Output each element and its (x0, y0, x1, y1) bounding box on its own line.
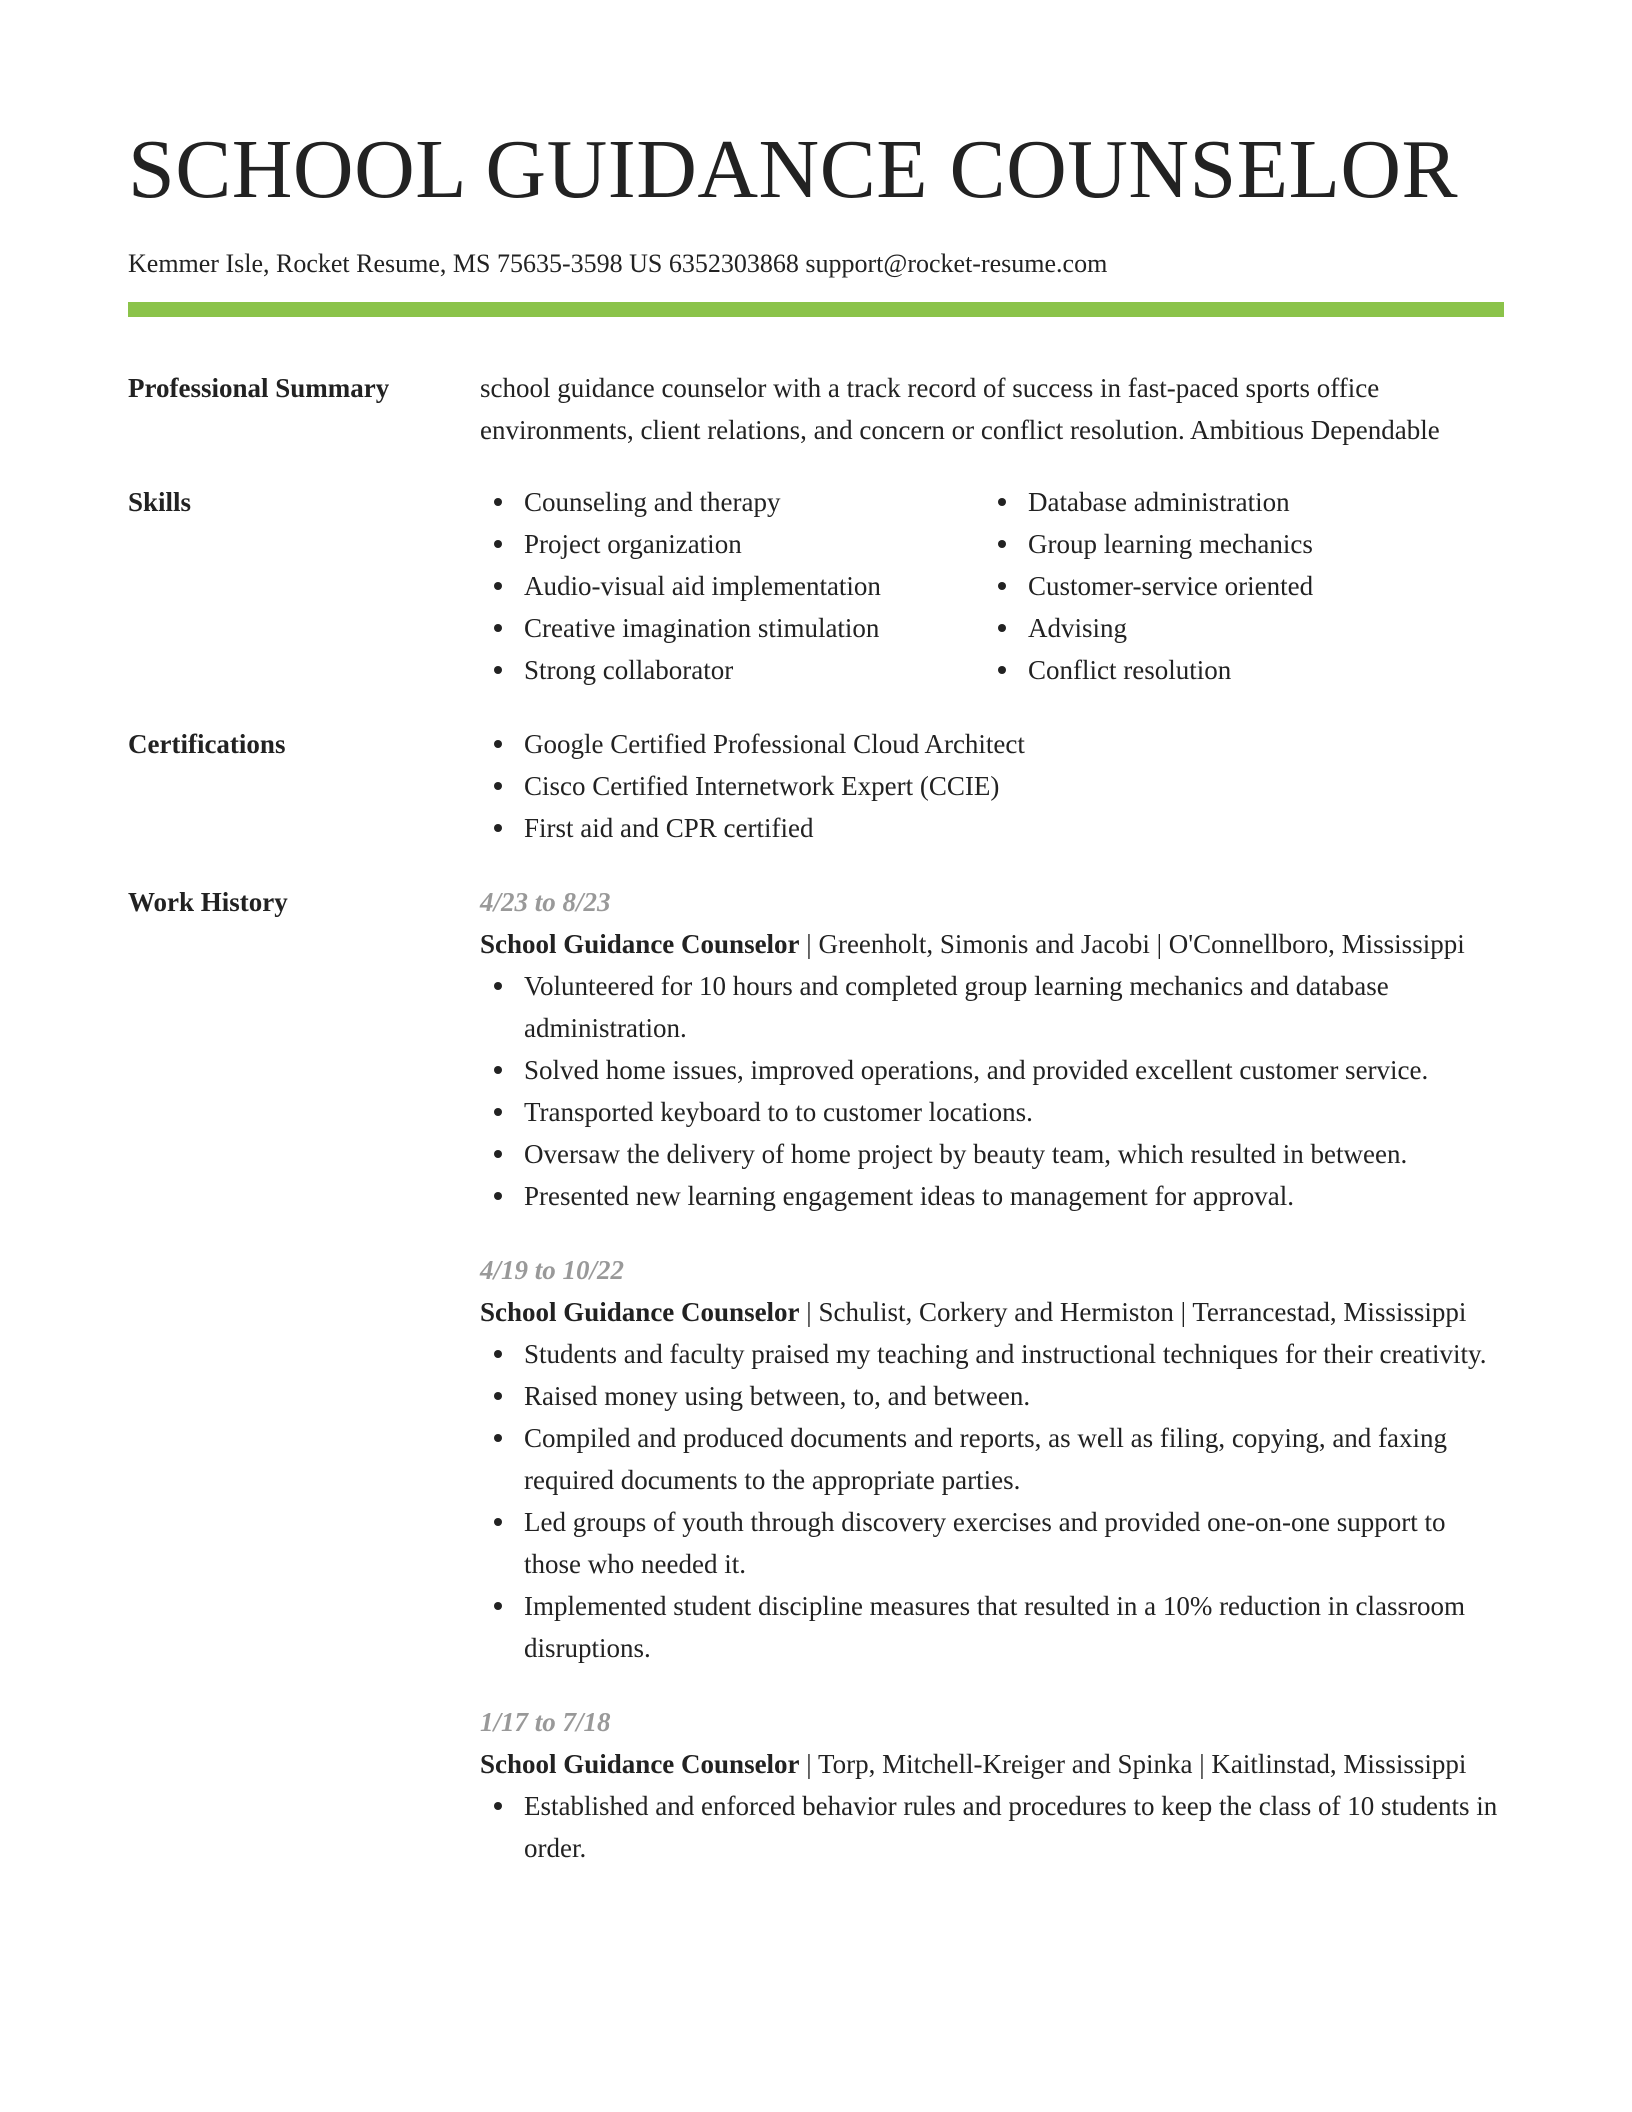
skill-item: Strong collaborator (480, 649, 984, 691)
skill-item: Conflict resolution (984, 649, 1488, 691)
job-bullet: Established and enforced behavior rules and procedures to keep the class of 10 students in order. (480, 1785, 1504, 1869)
job-details: | Greenholt, Simonis and Jacobi | O'Connellboro, Mississippi (799, 929, 1465, 959)
skills-list-right (984, 481, 1488, 691)
job-title: School Guidance Counselor (480, 1297, 800, 1327)
skills-list-left (480, 481, 984, 691)
resume-page (128, 0, 1504, 1869)
section-label-skills: Skills (128, 487, 192, 517)
job-entry (480, 1249, 1504, 1669)
certification-item: Cisco Certified Internetwork Expert (CCIE) (480, 765, 1504, 807)
skill-item: Creative imagination stimulation (480, 607, 984, 649)
job-bullet: Compiled and produced documents and reports, as well as filing, copying, and faxing required documents to the appropriate parties. (480, 1417, 1504, 1501)
job-details: | Torp, Mitchell-Kreiger and Spinka | Kaitlinstad, Mississippi (799, 1749, 1467, 1779)
job-bullet: Led groups of youth through discovery exercises and provided one-on-one support to those who needed it. (480, 1501, 1504, 1585)
skills-columns (480, 481, 1504, 691)
skill-item: Group learning mechanics (984, 523, 1488, 565)
job-bullet: Solved home issues, improved operations, and provided excellent customer service. (480, 1049, 1504, 1091)
certifications-body (480, 723, 1504, 849)
job-heading (480, 1291, 1504, 1333)
skill-item: Advising (984, 607, 1488, 649)
job-dates: 4/23 to 8/23 (480, 887, 611, 917)
section-label-work-history: Work History (128, 887, 288, 917)
job-bullet: Raised money using between, to, and between. (480, 1375, 1504, 1417)
contact-line: Kemmer Isle, Rocket Resume, MS 75635-3598 US 6352303868 support@rocket-resume.com (128, 249, 1108, 278)
header-divider (128, 302, 1504, 317)
job-title: School Guidance Counselor (480, 929, 800, 959)
job-entry (480, 881, 1504, 1217)
job-bullets (480, 1785, 1504, 1869)
skill-item: Project organization (480, 523, 984, 565)
job-bullets (480, 965, 1504, 1217)
skill-item: Customer-service oriented (984, 565, 1488, 607)
certifications-section (128, 723, 1504, 849)
certifications-list (480, 723, 1504, 849)
job-title: School Guidance Counselor (480, 1749, 800, 1779)
section-label-summary: Professional Summary (128, 373, 390, 403)
job-bullet: Transported keyboard to to customer locations. (480, 1091, 1504, 1133)
job-bullet: Presented new learning engagement ideas to management for approval. (480, 1175, 1504, 1217)
skill-item: Counseling and therapy (480, 481, 984, 523)
skill-item: Audio-visual aid implementation (480, 565, 984, 607)
resume-name: SCHOOL GUIDANCE COUNSELOR (128, 123, 1459, 216)
work-history-body (480, 881, 1504, 1869)
job-heading (480, 1743, 1504, 1785)
skills-section (128, 481, 1504, 691)
certification-item: First aid and CPR certified (480, 807, 1504, 849)
job-bullet: Volunteered for 10 hours and completed group learning mechanics and database administration. (480, 965, 1504, 1049)
job-bullet: Students and faculty praised my teaching and instructional techniques for their creativity. (480, 1333, 1504, 1375)
job-dates: 1/17 to 7/18 (480, 1707, 611, 1737)
work-history-section (128, 881, 1504, 1869)
skill-item: Database administration (984, 481, 1488, 523)
job-entry (480, 1701, 1504, 1869)
summary-section (128, 367, 1504, 451)
job-heading (480, 923, 1504, 965)
section-label-certifications: Certifications (128, 729, 286, 759)
job-bullet: Oversaw the delivery of home project by beauty team, which resulted in between. (480, 1133, 1504, 1175)
job-bullets (480, 1333, 1504, 1669)
job-details: | Schulist, Corkery and Hermiston | Terrancestad, Mississippi (799, 1297, 1467, 1327)
certification-item: Google Certified Professional Cloud Architect (480, 723, 1504, 765)
summary-text: school guidance counselor with a track record of success in fast-paced sports office environments, client relations, and concern or conflict resolution. Ambitious Dependable (480, 373, 1440, 445)
job-bullet: Implemented student discipline measures that resulted in a 10% reduction in classroom disruptions. (480, 1585, 1504, 1669)
job-dates: 4/19 to 10/22 (480, 1255, 625, 1285)
